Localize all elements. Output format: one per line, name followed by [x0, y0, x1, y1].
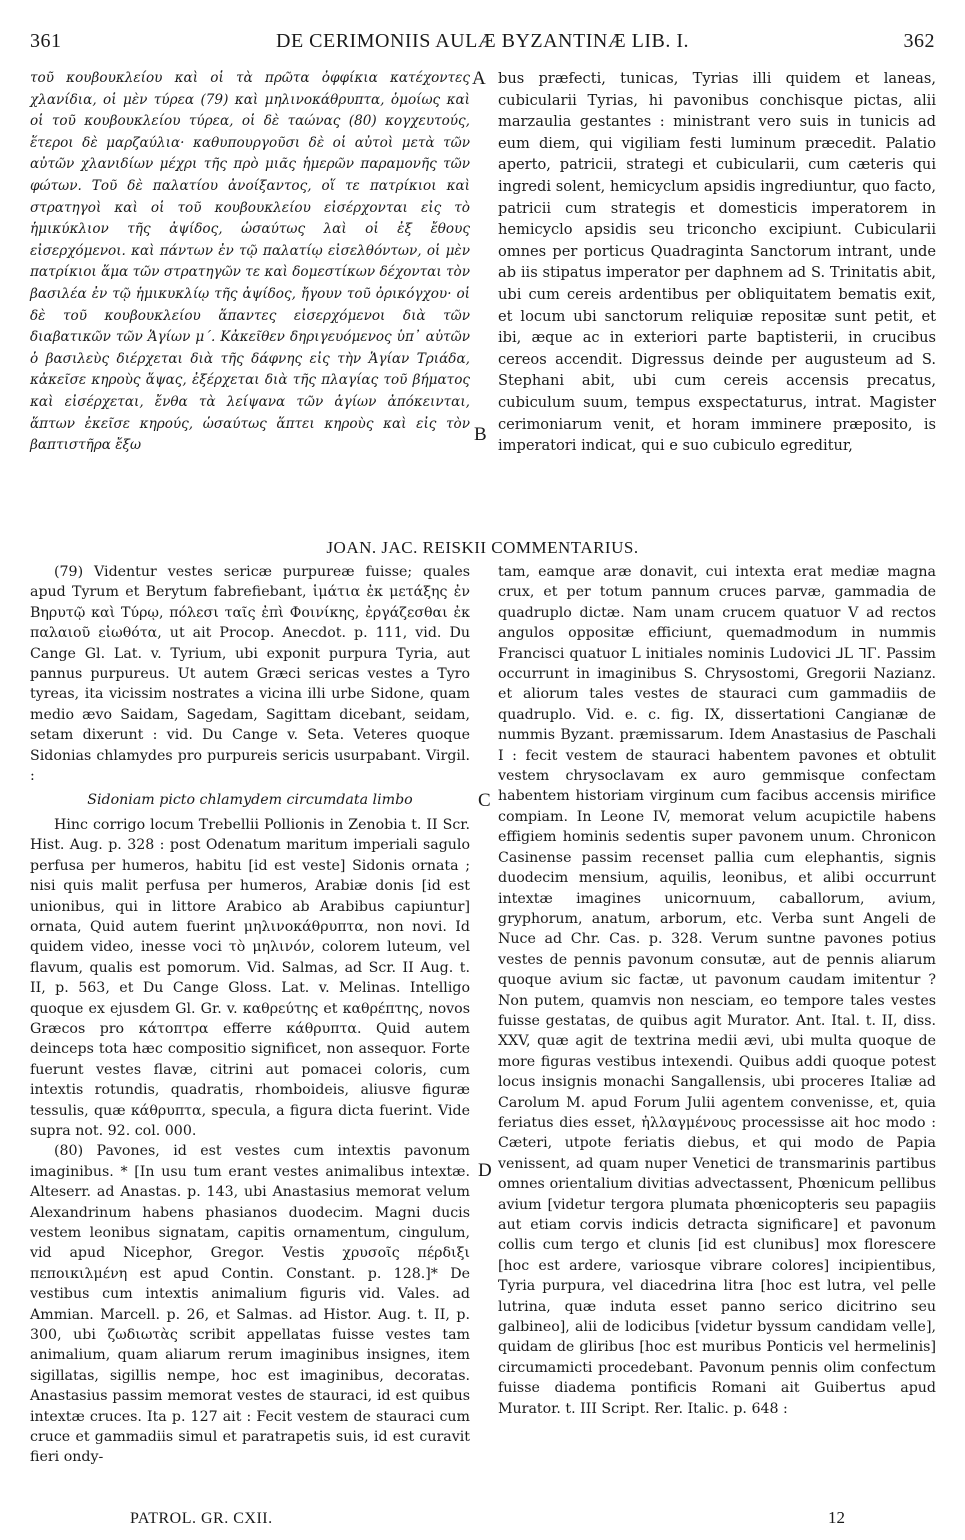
running-header	[30, 30, 935, 64]
note-79-cont: Hinc corrigo locum Trebellii Pollionis in Zenobia t. II Scr. Hist. Aug. p. 328 : post Odenatum maritum imperiali sagulo perfusa per humeros, habitu [id est veste] Sidonis ornata ; nisi quis malit perfusa per humeros, Arabiæ donis [id est unionibus, qui in littore Arabico ab Arabibus capiuntur] ornata, Quid autem fuerint μηλινοκάθρυπτα, non novi. Id quidem video, inesse voci τὸ μηλινόν, colorem luteum, vel flavum, qualis est pomorum. Vid. Salmas, ad Scr. II Aug. t. II, p. 563, et Du Cange Gloss. Lat. v. Melinas. Intelligo quoque ex ejusdem Gl. Gr. v. καθρεύτης et καθρέπτης, novos Græcos pro κάτοπτρα efferre κάθρυπτα. Quid autem deinceps tota hæc compositio significet, non assequor. Forte fuerunt vestes flavæ, citrini aut pomacei coloris, cum intextis rotundis, quadratis, rhomboideis, aliusve figuræ tessulis, quæ κάθρυπτα, specula, a figura dicta fuerint. Vide supra not. 92. col. 000.	[30, 816, 470, 1139]
margin-marker-b: B	[474, 424, 487, 445]
page-number-left: 361	[30, 30, 62, 52]
commentary-right-column	[498, 562, 936, 1419]
greek-paragraph: τοῦ κουβουκλείου καὶ οἱ τὰ πρῶτα ὀφφίκια κατέχοντες χλανίδια, οἱ μὲν τύρεα (79) καὶ μηλινοκάθρυπτα, ὁμοίως καὶ οἱ τοῦ κουβουκλείου τύρεα, οἱ δὲ ταώνας (80) κογχευτούς, ἕτεροι δὲ μαρζαύλια· καθυπουργοῦσι δὲ οἱ αὐτοὶ μετὰ τῶν αὐτῶν χλανιδίων μέχρι τῆς πρὸ μιᾶς ἡμερῶν παραμονῆς τῶν φώτων. Τοῦ δὲ παλατίου ἀνοίξαντος, οἵ τε πατρίκιοι καὶ στρατηγοὶ καὶ οἱ τοῦ κουβουκλείου εἰσέρχονται εἰς τὸ ἡμικύκλιον τῆς ἀψίδος, ὡσαύτως λαὶ οἱ ἐξ ἔθους εἰσερχόμενοι. καὶ πάντων ἐν τῷ παλατίῳ εἰσελθόντων, οἱ μὲν πατρίκιοι ἅμα τῶν στρατηγῶν τε καὶ δομεστίκων δέχονται τὸν βασιλέα ἐν τῷ ἡμικυκλίῳ τῆς ἀψίδος, ἤγουν τοῦ ὀρικόγχου· οἱ δὲ τοῦ κουβουκλείου ἅπαντες εἰσερχόμενοι διὰ τῶν διαβατικῶν τῶν Ἁγίων μ΄. Κἀκεῖθεν δηριγευόμενος ὑπ᾽ αὐτῶν ὁ βασιλεὺς διέρχεται διὰ τῆς δάφνης εἰς τὴν Ἁγίαν Τριάδα, κἀκεῖσε κηροὺς ἅψας, ἐξέρχεται διὰ τῆς πλαγίας τοῦ βήματος καὶ εἰσέρχεται, ἔνθα τὰ λείψανα τῶν ἁγίων ἀπόκεινται, ἅπτων ἐκεῖσε κηρούς, ὡσαύτως ἅπτει κηροὺς καὶ εἰς τὸν βαπτιστῆρα ἔξω	[30, 70, 470, 454]
note-80-cont: tam, eamque aræ donavit, cui intexta erat mediæ magna crux, et per totum pannum cruces parvæ, gammadia de quadruplo dictæ. Nam unam crucem quatuor V ad rectos angulos oppositæ efficiunt, quemadmodum in nummis Francisci quatuor L initiales nominis Ludovici ⅃L ᒣΓ. Passim occurrunt in imaginibus S. Chrysostomi, Gregorii Nazianz. et aliorum tales vestes de stauraci cum gammadiis de quadruplo. Vid. e. c. fig. IX, dissertationi Cangianæ de nummis Byzant. præmissarum. Idem Anastasius de Paschali I : fecit vestem de stauraci habentem pavones et obtulit vestem chrysoclavam ex auro gemmisque confectam habentem historiam virginum cum facibus accensis mirifice compiam. In Leone IV, memorat velum acupictile habens effigiem hominis sedentis super pavonem unum. Chronicon Casinense passim recenset pallia cum elephantis, signis duodecim mensium, aquilis, leonibus, et alibi occurrunt intextæ imagines unicornuum, caballorum, avium, gryphorum, anatum, arborum, etc. Verba sunt Angeli de Nuce ad Chr. Cas. p. 328. Verum suntne pavones potius vestes de pennis pavonum consutæ, aut de pennis aliarum quoque avium sic factæ, ut pavonum caudam imitentur ? Non putem, quamvis non nesciam, eo tempore tales vestes fuisse gestatas, de quibus agit Murator. Ant. Ital. t. II, diss. XXV, quæ agit de textrina medii ævi, ubi multa quoque de more figuras vestibus intexendi. Quibus addi quoque potest locus insignis monachi Sangallensis, ubi proceres Italiæ ad Carolum M. apud Forum Julii agentem convenisse, et, quia feriatus dies esset, ἠλλαγμένους processisse ait hoc modo : Cæteri, utpote feriatis diebus, et qui modo de Papia venissent, ad quam nuper Venetici de transmarinis partibus omnes orientalium divitias advectassent, Phœnicum pellibus avium [videtur tergora plumata phœnicopteris seu papagiis aut etiam corvis indicis detracta significare] et pavonum collis cum tergo et clunis [id est clunibus] mox florescere [hoc est ardere, variosque vibrare colores] incipientibus, Tyria purpura, vel diacedrina litra [hoc est lutra, vel pelle lutrina, quæ induta esset panno serico dicitrino seu galbineo], alii de lodicibus [videtur byssum candidam velle], quidam de gliribus [hoc est muribus Ponticis vel hermelinis] circumamicti procedebant. Pavonum pennis olim confectum fuisse diadema pontificis Romani ait Guibertus apud Murator. t. III Script. Rer. Italic. p. 648 :	[498, 564, 936, 1417]
note-79: (79) Videntur vestes sericæ purpureæ fuisse; quales apud Tyrum et Berytum fabrefiebant, ἱμάτια ἐκ μετάξης ἐν Βηρυτῷ καὶ Τύρῳ, πόλεσι ταῖς ἐπὶ Φοινίκης, ἐργάζεσθαι ἐκ παλαιοῦ εἰωθότα, ut ait Procop. Anecdot. p. 111, vid. Du Cange Gl. Lat. v. Tyrium, ubi exponit purpura Tyria, aut pannus purpureus. Ut autem Græci sericas vestes a Tyro tyreas, ita vicissim nostrates a vicina illi urbe Sidone, quam medio ævo Saidam, Sagedam, Sagittam dicebant, seidam, setam dixerunt : vid. Du Cange v. Seta. Veteres quoque Sidonias chlamydes pro purpureis sericis usurpabant. Virgil. :	[30, 564, 470, 785]
margin-marker-c: C	[478, 790, 491, 811]
footer-signature: 12	[828, 1508, 845, 1527]
note-80: (80) Pavones, id est vestes cum intextis pavonum imaginibus. * [In usu tum erant vestes animalibus intextæ. Alteserr. ad Anastas. p. 143, ubi Anastasius memorat velum Alexandrinum habens phasianos duodecim. Magni ducis vestem leonibus signatam, capitis ornamentum, cingulum, vid apud Nicephor, Gregor. Vestis χρυσοῖς πέρδιξι πεποικιλμένη est apud Contin. Constant. p. 128.]* De vestibus cum intextis animalium figuris vid. Vales. ad Ammian. Marcell. p. 26, et Salmas. ad Histor. Aug. t. II, p. 300, ubi ζωδιωτὰς scribit appellatas fuisse vestes tam animalium, quam aliarum rerum imaginibus insignes, item sigillatas, sigillis nempe, hoc est imaginibus, decoratas. Anastasius passim memorat vestes de stauraci, id est quibus intextæ cruces. Ita p. 127 ait : Fecit vestem de stauraci cum cruce et gammadiis simul et paratrapetis suis, id est curavit fieri ondy-	[30, 1143, 470, 1466]
latin-paragraph: bus præfecti, tunicas, Tyrias illi quidem et laneas, cubicularii Tyrias, hi pavonibus conchisque pictas, alii marzaulia gestantes : ministrant vero suis in tunicis ad eum diem, qui vigiliam festi luminum præcedit. Palatio aperto, patricii, strategi et cubicularii, cum cæteris qui ingredi solent, hemicyclum apsidis ingrediuntur, quo facto, patricii cum strategis et domesticis imperatorem in hemicyclo apsidis seu triconcho excipiunt. Cubicularii omnes per porticus Quadraginta Sanctorum intrant, unde ab iis stipatus imperator per daphnem ad S. Trinitatis abit, ubi cum cereis ardentibus per obliquitatem bematis exit, et locum ubi sanctorum reliquiæ repositæ sunt petit, et ibi, æque ac in exteriori parte baptisterii, in crucibus cereos accendit. Digressus deinde per augusteum ad S. Stephani abit, ubi cum cereis accensis precatus, cubiculum suum, tempus exspectaturus, intrat. Magister cerimoniarum venit, et horam imminere præposito, is imperatori indicat, qui e suo cubiculo egreditur,	[498, 70, 936, 455]
margin-marker-d: D	[478, 1160, 492, 1181]
page-number-right: 362	[903, 30, 935, 52]
greek-text-column	[30, 68, 470, 457]
footer-series: PATROL. GR. CXII.	[130, 1510, 273, 1527]
margin-marker-a: A	[472, 68, 486, 89]
latin-translation-column	[498, 68, 936, 457]
commentary-left-column	[30, 562, 470, 1468]
running-title: DE CERIMONIIS AULÆ BYZANTINÆ LIB. I.	[276, 30, 689, 52]
verse-quote: Sidoniam picto chlamydem circumdata limbo	[87, 792, 413, 809]
commentary-heading: JOAN. JAC. REISKII COMMENTARIUS.	[326, 538, 639, 557]
